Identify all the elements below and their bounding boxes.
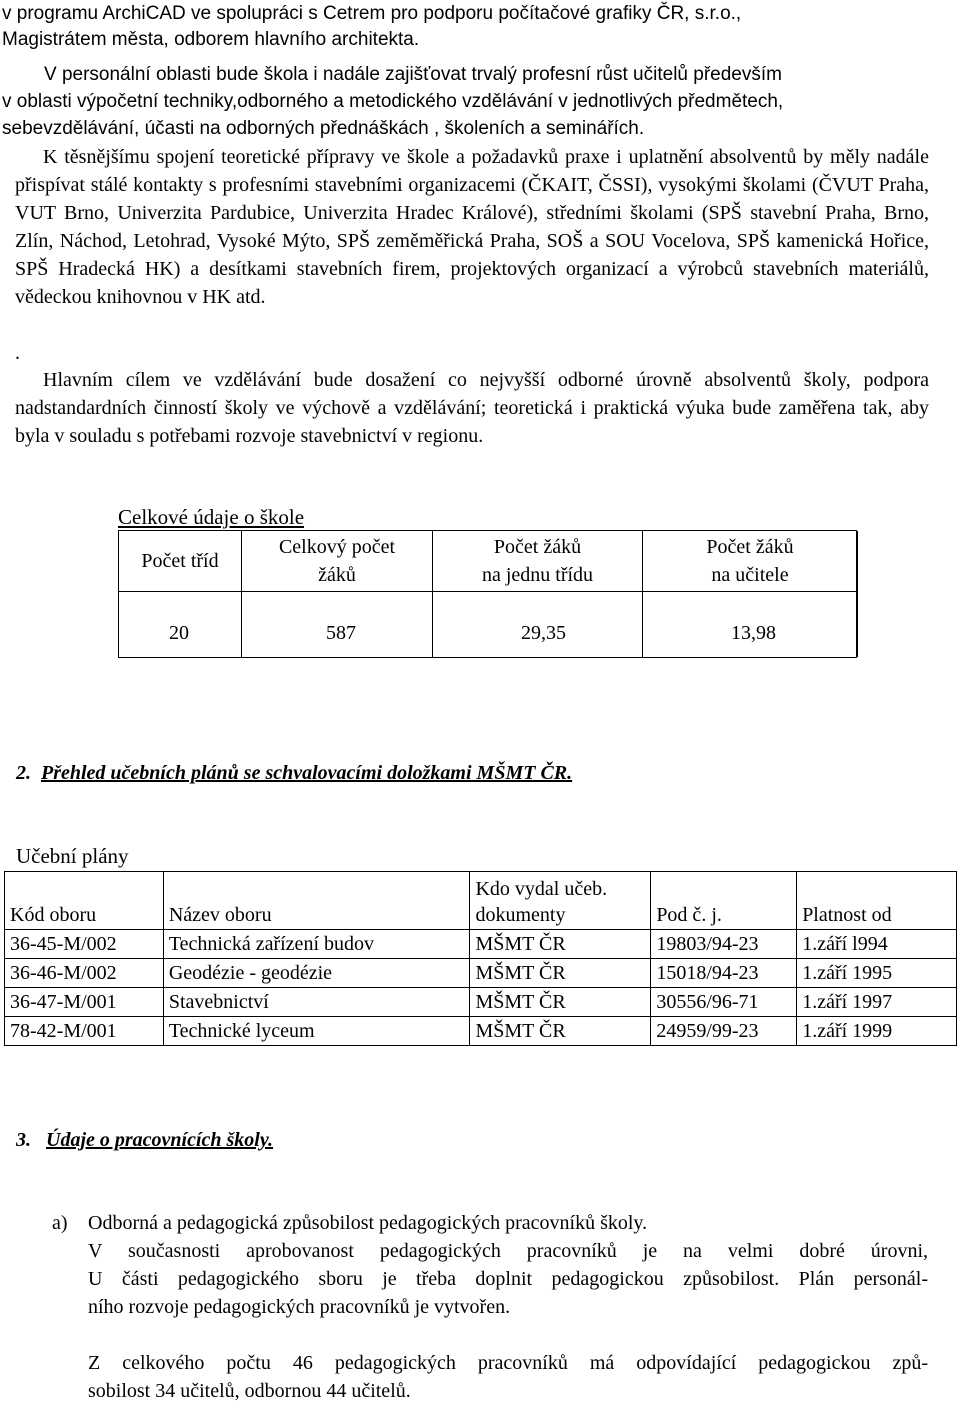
plan-ref: 24959/99-23 [651,1017,797,1046]
summary-value-per-teacher: 13,98 [731,622,776,644]
plan-ref: 30556/96-71 [651,988,797,1017]
summary-value-students: 587 [326,622,356,644]
item-a-marker: a) [52,1212,68,1234]
summary-title: Celkové údaje o škole [118,505,305,529]
plan-issuer: MŠMT ČR [470,959,651,988]
summary-header-classes: Počet tříd [141,550,219,572]
intro-line-2: Magistrátem města, odborem hlavního architekta. [2,29,420,50]
personal-line-1: V personální oblasti bude škola i nadále zajišťovat trvalý profesní růst učitelů především [44,64,782,85]
table-row [5,988,957,1017]
personal-line-2: v oblasti výpočetní techniky,odborného a metodického vzdělávání v jednotlivých předmětech, [2,91,784,112]
plan-code: 36-46-M/002 [5,959,164,988]
summary-header-per-teacher: Počet žáků na učitele [706,536,794,586]
summary-col-per-class [433,531,643,657]
summary-header-students: Celkový počet žáků [278,536,396,586]
plan-issuer: MŠMT ČR [470,1017,651,1046]
goal-paragraph: Hlavním cílem ve vzdělávání bude dosažení co nejvyšší odborné úrovně absolventů školy, podpora nadstandardních činností školy ve výchově a vzdělávání; teoretická i praktická výuka bude zaměřena tak, aby byla v souladu s potřebami rozvoje stavebnictví v regionu. [15,369,929,447]
summary-divider [119,591,856,592]
plan-issuer: MŠMT ČR [470,930,651,959]
plan-valid: 1.září l994 [797,930,957,959]
plan-code: 36-47-M/001 [5,988,164,1017]
item-a-line-2: U části pedagogického sboru je třeba doplnit pedagogickou způsobilost. Plán personál- [88,1268,928,1290]
plan-issuer: MŠMT ČR [470,988,651,1017]
plan-name: Technické lyceum [163,1017,470,1046]
plan-ref: 15018/94-23 [651,959,797,988]
staff-summary-line-1: Z celkového počtu 46 pedagogických pracovníků má odpovídající pedagogickou způ- [88,1352,928,1374]
table-row [5,959,957,988]
plans-header-code: Kód oboru [5,872,164,930]
plans-header-issuer: Kdo vydal učeb. dokumenty [470,872,651,930]
plans-label: Učební plány [16,844,129,868]
personal-line-3: sebevzdělávání, účasti na odborných přednáškách , školeních a seminářích. [2,118,645,139]
summary-value-classes: 20 [169,622,189,644]
plans-header-valid: Platnost od [797,872,957,930]
plan-valid: 1.září 1997 [797,988,957,1017]
summary-value-per-class: 29,35 [521,622,566,644]
plans-header-row [5,872,957,930]
section-3-heading: 3. Údaje o pracovnících školy. [16,1129,274,1151]
section-2-heading: 2. Přehled učebních plánů se schvalovacími doložkami MŠMT ČR. [16,762,573,784]
plan-name: Geodézie - geodézie [163,959,470,988]
table-row [5,930,957,959]
plan-code: 36-45-M/002 [5,930,164,959]
item-a-title: Odborná a pedagogická způsobilost pedagogických pracovníků školy. [88,1212,648,1234]
plans-header-name: Název oboru [163,872,470,930]
intro-line-1: v programu ArchiCAD ve spolupráci s Cetrem pro podporu počítačové grafiky ČR, s.r.o., [2,3,742,24]
plan-name: Stavebnictví [163,988,470,1017]
summary-col-students [242,531,433,657]
summary-table [118,530,857,658]
dot-line: . [15,342,20,364]
summary-col-per-teacher [643,531,858,657]
summary-col-classes [119,531,242,657]
item-a-line-3: ního rozvoje pedagogických pracovníků je vytvořen. [88,1296,511,1318]
plan-ref: 19803/94-23 [651,930,797,959]
contacts-paragraph: K těsnějšímu spojení teoretické přípravy ve škole a požadavků praxe i uplatnění absolventů by měly nadále přispívat stálé kontakty s profesními stavebními organizacemi (ČKAIT, ČSSI), vysokými školami (ČVUT Praha, VUT Brno, Univerzita Pardubice, Univerzita Hradec Králové), středními školami (SPŠ stavební Praha, Brno, Zlín, Náchod, Letohrad, Vysoké Mýto, SPŠ zeměměřická Praha, SOŠ a SOU Vocelova, SPŠ kamenická Hořice, SPŠ Hradecká HK) a desítkami stavebních firem, projektových organizací a výrobců stavebních materiálů, vědeckou knihovnou v HK atd. [15,146,929,308]
staff-summary-line-2: sobilost 34 učitelů, odbornou 44 učitelů. [88,1380,411,1402]
item-a-line-1: V současnosti aprobovanost pedagogických pracovníků je na velmi dobré úrovni, [88,1240,928,1262]
table-row [5,1017,957,1046]
plans-header-ref: Pod č. j. [651,872,797,930]
summary-header-per-class: Počet žáků na jednu třídu [481,536,594,586]
plan-name: Technická zařízení budov [163,930,470,959]
plan-valid: 1.září 1995 [797,959,957,988]
plan-valid: 1.září 1999 [797,1017,957,1046]
plan-code: 78-42-M/001 [5,1017,164,1046]
plans-table [4,871,957,1046]
